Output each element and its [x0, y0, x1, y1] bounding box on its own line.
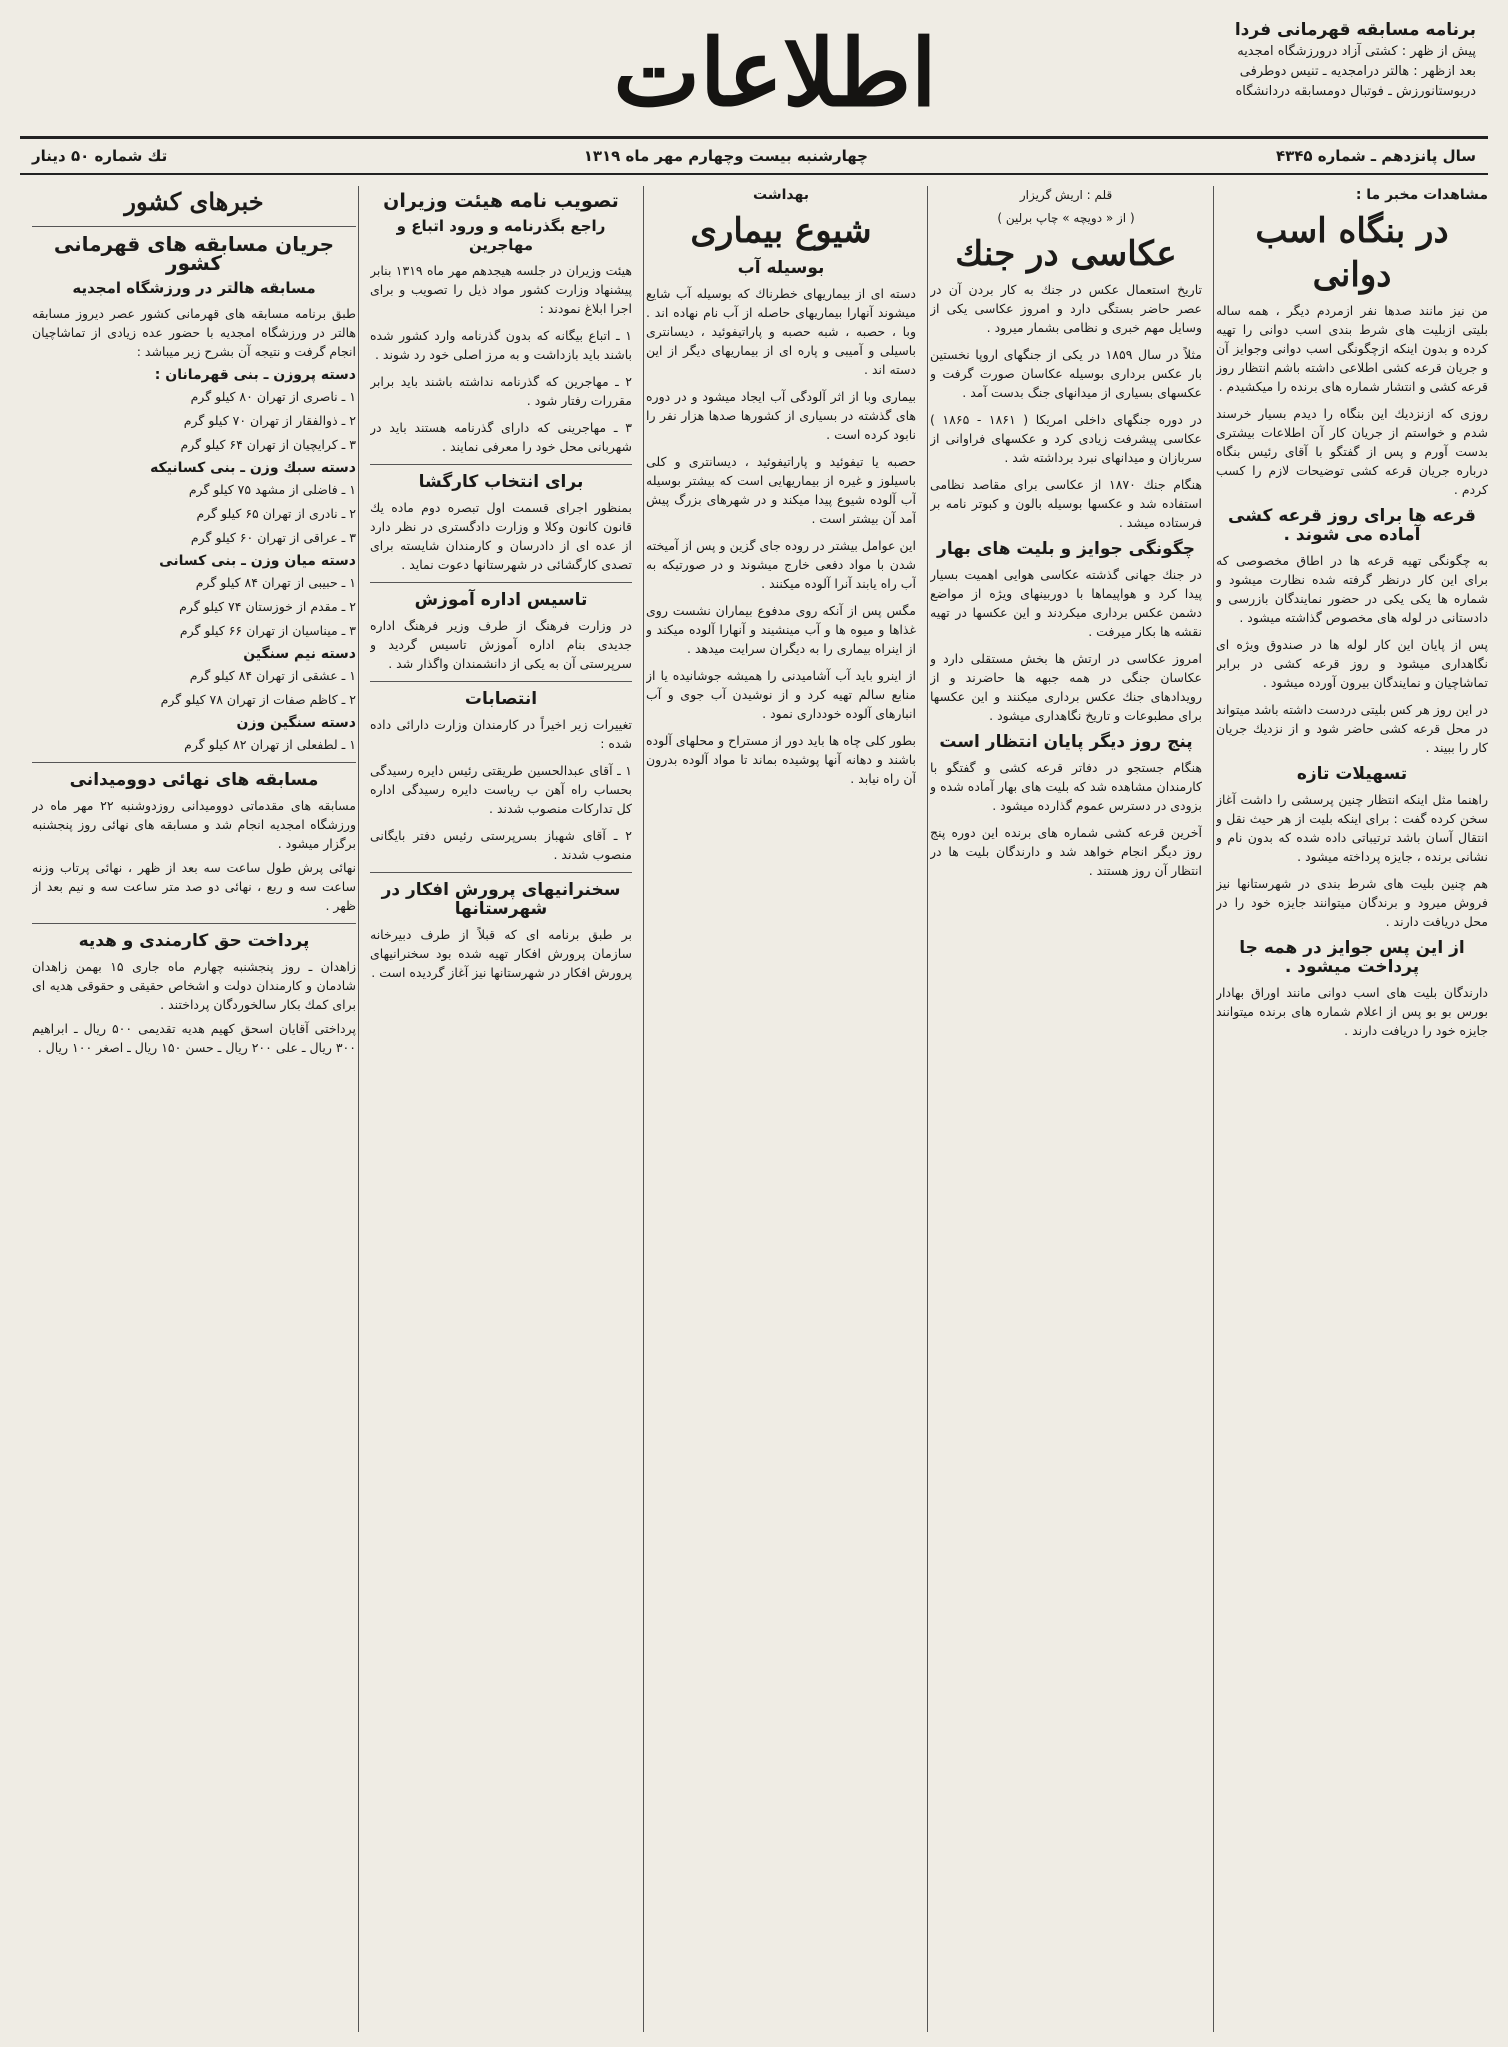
column-rule — [1213, 186, 1214, 2032]
paragraph: طبق برنامه مسابقه های قهرمانی کشور عصر دیروز مسابقه هالتر در ورزشگاه امجدیه با حضور عده زیادی از تماشاچیان انجام گرفت و نتیجه آن بشرح زیر میباشد : — [32, 306, 356, 359]
result-line: ۱ ـ حبیبی از تهران ۸۴ کیلو گرم — [195, 575, 356, 590]
paragraph: بر طبق برنامه ای که قبلاً از طرف دبیرخانه سازمان پرورش افکار تهیه شده بود سخنرانیهای پرورش افکار در شهرستانها نیز آغاز گردیده است . — [370, 927, 632, 980]
result-line: ۳ ـ کرایچیان از تهران ۶۴ کیلو گرم — [180, 437, 356, 452]
headline: شیوع بیماری — [690, 211, 872, 251]
subheadline: سخنرانیهای پرورش افکار در شهرستانها — [381, 880, 621, 919]
headline: تصویب نامه هیئت وزیران — [383, 190, 619, 212]
paragraph: دسته ای از بیماریهای خطرناك که بوسیله آب شایع میشوند آنهارا بیماریهای حاصله از آب نام نهاده اند . وبا ، حصبه ، شبه حصبه و پاراتیفوئید ، دیسانتری باسیلی و آمیبی و پاره ای از بیماریهای دیگر از این دسته اند . — [646, 286, 916, 377]
column-health — [646, 186, 916, 2032]
paragraph: در جنك جهانی گذشته عکاسی هوایی اهمیت بسیار پیدا کرد و هواپیماها با دوربینهای ویژه از مواضع دشمن عکس برداری میکردند و این عکسها در تهیه نقشه ها بکار میرفت . — [930, 567, 1202, 639]
result-line: ۳ ـ عراقی از تهران ۶۰ کیلو گرم — [190, 530, 356, 545]
paragraph: ۱ ـ آقای عبدالحسین طریقتی رئیس دایره رسیدگی بحساب راه آهن ب ریاست دایره رسیدگی اداره کل تدارکات منصوب شدند . — [370, 763, 632, 816]
result-line: ۱ ـ فاضلی از مشهد ۷۵ کیلو گرم — [188, 482, 356, 497]
divider — [370, 464, 632, 465]
result-line: ۱ ـ لطفعلی از تهران ۸۲ کیلو گرم — [184, 737, 356, 752]
paragraph: از اینرو باید آب آشامیدنی را همیشه جوشانیده یا از منابع سالم تهیه کرد و از نوشیدن آب جوی و آب انبارهای آلوده خودداری نمود . — [646, 668, 916, 721]
program-line: پیش از ظهر : کشتی آزاد درورزشگاه امجدیه — [1237, 44, 1476, 59]
paragraph: دارندگان بلیت های اسب دوانی مانند اوراق بهادار بورس بو بو پس از اعلام شماره های برنده میتوانند جایزه خود را دریافت دارند . — [1216, 985, 1488, 1038]
paragraph: حصبه یا تیفوئید و پاراتیفوئید ، دیسانتری و کلی باسیلوز و غیره از بیماریهایی است که بیشتر بوسیله آب آلوده شیوع پیدا میکند و در شهرهای بزرگ پیش آمد آن بیشتر است . — [646, 454, 916, 526]
program-line: دربوستانورزش ـ فوتبال دومسابقه دردانشگاه — [1235, 84, 1476, 99]
subheadline: تسهیلات تازه — [1296, 764, 1408, 784]
column-war-photography — [930, 186, 1202, 2032]
tomorrow-program-box — [1006, 20, 1476, 102]
subheadline: پنج روز دیگر پایان انتظار است — [939, 732, 1193, 752]
subheadline: چگونگی جوایز و بلیت های بهار — [937, 539, 1195, 559]
divider — [32, 762, 356, 763]
issue-number: سال پانزدهم ـ شماره ۴۳۴۵ — [1275, 147, 1476, 165]
subheadline: مسابقه های نهائی دوومیدانی — [69, 770, 319, 790]
column-rule — [643, 186, 644, 2032]
subheadline: برای انتخاب کارگشا — [418, 472, 584, 492]
paragraph: بیماری وبا از اثر آلودگی آب ایجاد میشود و در دوره های گذشته در بسیاری از کشورها صدها هزار نفر را نابود کرده است . — [646, 389, 916, 442]
subheadline: انتصابات — [464, 689, 538, 709]
section-kicker: بهداشت — [753, 187, 809, 203]
paragraph: من نیز مانند صدها نفر ازمردم دیگر ، همه ساله بلیتی ازبلیت های شرط بندی اسب دوانی را تهیه کرده و بدون اینکه ازچگونگی اسب دوانی وجوایز آن و جریان قرعه کشی اطلاعی داشته باشم انتظار روز قرعه کشی و انتشار شماره های برنده را میکشیدم . — [1216, 303, 1488, 394]
issue-price: تك شماره ۵۰ دینار — [32, 147, 168, 165]
masthead — [20, 14, 1488, 132]
kicker: مشاهدات مخبر ما : — [1355, 187, 1488, 203]
program-line: بعد ازظهر : هالتر درامجدیه ـ تنیس دوطرفی — [1239, 64, 1476, 79]
column-rule — [358, 186, 359, 2032]
paragraph: ۳ ـ مهاجرینی که دارای گذرنامه هستند باید در شهربانی محل خود را معرفی نمایند . — [370, 420, 632, 454]
paragraph: نهائی پرش طول ساعت سه بعد از ظهر ، نهائی پرتاب وزنه ساعت سه و ربع ، نهائی دو صد متر ساعت سه و نیم بعد از ظهر . — [32, 860, 356, 913]
column-rule — [927, 186, 928, 2032]
weight-class-title: دسته نیم سنگین — [243, 646, 356, 662]
headline: جریان مسابقه های قهرمانی کشور — [53, 232, 335, 275]
result-line: ۱ ـ عشقی از تهران ۸۴ کیلو گرم — [189, 668, 356, 683]
newspaper-logo: اطلاعات — [613, 19, 937, 127]
paragraph: در دوره جنگهای داخلی امریکا ( ۱۸۶۱ - ۱۸۶۵ ) عکاسی پیشرفت زیادی کرد و عکسهای فراوانی از سربازان و میدانهای نبرد برداشته شد . — [930, 412, 1202, 465]
paragraph: ۲ ـ مهاجرین که گذرنامه نداشته باشند باید برابر مقررات رفتار شود . — [370, 374, 632, 408]
subheadline: راجع بگذرنامه و ورود اتباع و مهاجرین — [396, 217, 606, 254]
paragraph: این عوامل بیشتر در روده جای گزین و پس از آمیخته شدن با مواد دفعی خارج میشوند و در صورتیکه به آب راه یابند آنرا آلوده میکنند . — [646, 538, 916, 591]
byline-source: ( از « دویچه » چاپ برلین ) — [997, 211, 1135, 225]
paragraph: تاریخ استعمال عکس در جنك به کار بردن آن در عصر حاضر بستگی دارد و امروز عکاسی یکی از وسایل مهم خبری و نظامی بشمار میرود . — [930, 282, 1202, 335]
subheadline: بوسیله آب — [737, 258, 825, 278]
result-line: ۲ ـ ذوالفقار از تهران ۷۰ کیلو گرم — [183, 413, 356, 428]
weight-class-title: دسته سنگین وزن — [236, 715, 356, 731]
result-line: ۱ ـ ناصری از تهران ۸۰ کیلو گرم — [190, 389, 356, 404]
paragraph: ۲ ـ آقای شهباز بسرپرستی رئیس دفتر بایگانی منصوب شدند . — [370, 828, 632, 862]
subheadline: از این پس جوایز در همه جا پرداخت میشود . — [1239, 938, 1465, 977]
subheadline: مسابقه هالتر در ورزشگاه امجدیه — [72, 279, 316, 297]
result-line: ۲ ـ نادری از تهران ۶۵ کیلو گرم — [196, 506, 356, 521]
program-title: برنامه مسابقه قهرمانی فردا — [1234, 20, 1476, 40]
paragraph: پس از پایان این کار لوله ها در صندوق ویژه ای نگاهداری میشود و روز قرعه کشی در برابر تماشاچیان و نمایندگان بیرون آورده میشود . — [1216, 637, 1488, 690]
paragraph: در وزارت فرهنگ از طرف وزیر فرهنگ اداره جدیدی بنام اداره آموزش تاسیس گردید و سرپرستی آن به یکی از دانشمندان واگذار شد . — [370, 618, 632, 671]
issue-date: چهارشنبه بیست وچهارم مهر ماه ۱۳۱۹ — [583, 147, 868, 165]
paragraph: هنگام جنك ۱۸۷۰ از عکاسی برای مقاصد نظامی استفاده شد و عکسها بوسیله بالون و کبوتر نامه بر فرستاده میشد . — [930, 477, 1202, 530]
divider — [370, 681, 632, 682]
headline: عکاسی در جنك — [955, 234, 1177, 274]
paragraph: به چگونگی تهیه قرعه ها در اطاق مخصوصی که برای این کار درنظر گرفته شده نظارت میشود و شماره ها یکی یکی در حضور نمایندگان بازرسی و دادستانی در لوله های مخصوص گذاشته میشود . — [1216, 553, 1488, 625]
paragraph: هیئت وزیران در جلسه هیجدهم مهر ماه ۱۳۱۹ بنابر پیشنهاد وزارت کشور مواد ذیل را تصویب و برای اجرا ابلاغ نمودند : — [370, 263, 632, 316]
weight-class-title: دسته میان وزن ـ بنی کسانی — [159, 553, 356, 569]
byline: قلم : اریش گریزار — [1019, 188, 1113, 202]
paragraph: بطور کلی چاه ها باید دور از مستراح و محلهای آلوده باشند و دهانه آنها پوشیده بماند تا مواد آلوده بدرون آن راه نیابد . — [646, 733, 916, 786]
paragraph: مسابقه های مقدماتی دوومیدانی روزدوشنبه ۲۲ مهر ماه در ورزشگاه امجدیه انجام شد و مسابقه های نهائی روز پنجشنبه برگزار میشود . — [32, 798, 356, 851]
subheadline: قرعه ها برای روز قرعه کشی آماده می شوند . — [1228, 506, 1476, 545]
paragraph: تغییرات زیر اخیراً در کارمندان وزارت دارائی داده شده : — [370, 717, 632, 751]
paragraph: مگس پس از آنکه روی مدفوع بیماران نشست روی غذاها و میوه ها و آب مینشیند و آنهارا آلوده میکند و از اینراه بیماری را به دیگران سرایت میدهد . — [646, 603, 916, 656]
column-country-news — [32, 186, 356, 2032]
section-title: خبرهای کشور — [124, 187, 264, 216]
paragraph: در این روز هر کس بلیتی دردست داشته باشد میتواند در محل قرعه کشی حاضر شود و از نزدیك جریان کار را ببیند . — [1216, 702, 1488, 755]
result-line: ۳ ـ میناسیان از تهران ۶۶ کیلو گرم — [179, 623, 356, 638]
dateline — [20, 136, 1488, 175]
column-horse-racing — [1216, 186, 1488, 2032]
divider — [370, 582, 632, 583]
paragraph: پرداختی آقایان اسحق کهیم هدیه تقدیمی ۵۰۰ ریال ـ ابراهیم ۳۰۰ ریال ـ علی ۲۰۰ ریال ـ حسن ۱۵۰ ریال ـ اصغر ۱۰۰ ریال . — [32, 1021, 356, 1055]
paragraph: هنگام جستجو در دفاتر قرعه کشی و گفتگو با کارمندان مشاهده شد که بلیت های بهار آماده شده و بزودی در دسترس عموم گذارده میشود . — [930, 760, 1202, 813]
paragraph: زاهدان ـ روز پنجشنبه چهارم ماه جاری ۱۵ بهمن زاهدان شادمان و کارمندان دولت و اشخاص حقیقی و حقوقی هدیه ای برای کمك بکار سالخوردگان پرداختند . — [32, 959, 356, 1012]
paragraph: مثلاً در سال ۱۸۵۹ در یکی از جنگهای اروپا نخستین بار عکس برداری بوسیله عکاسان صورت گرفت و عکسهای بسیاری از میدانهای جنگ بدست آمد . — [930, 347, 1202, 400]
paragraph: آخرین قرعه کشی شماره های برنده این دوره پنج روز دیگر انجام خواهد شد و دارندگان بلیت ها در انتظار آن روز هستند . — [930, 825, 1202, 878]
divider — [32, 226, 356, 227]
paragraph: امروز عکاسی در ارتش ها بخش مستقلی دارد و عکاسان جنگی در همه جبهه ها حاضرند و از رویدادهای جنك عکس برداری میکنند و این عکسها برای مطبوعات و تاریخ نگاهداری میشود . — [930, 651, 1202, 723]
paragraph: ۱ ـ اتباع بیگانه که بدون گذرنامه وارد کشور شده باشند باید بازداشت و به مرز اصلی خود رد شوند . — [370, 328, 632, 362]
headline: در بنگاه اسب دوانی — [1255, 211, 1449, 295]
weight-class-title: دسته سبك وزن ـ بنی کسانیکه — [150, 460, 356, 476]
paragraph: راهنما مثل اینکه انتظار چنین پرسشی را داشت آغاز سخن کرده گفت : برای اینکه بلیت از هر حیث نقل و انتقال آسان باشد ترتیباتی داده شده که بدون نام و نشانی برنده ، جایزه پرداخته میشود . — [1216, 792, 1488, 864]
subheadline: تاسیس اداره آموزش — [414, 590, 588, 610]
paragraph: هم چنین بلیت های شرط بندی در شهرستانها نیز فروش میرود و برندگان میتوانند جایزه خود را در محل دریافت دارند . — [1216, 876, 1488, 929]
divider — [370, 872, 632, 873]
result-line: ۲ ـ مقدم از خوزستان ۷۴ کیلو گرم — [179, 599, 356, 614]
column-cabinet-decree — [370, 186, 632, 2032]
result-line: ۲ ـ کاظم صفات از تهران ۷۸ کیلو گرم — [160, 692, 356, 707]
divider — [32, 923, 356, 924]
paragraph: بمنظور اجرای قسمت اول تبصره دوم ماده یك قانون کانون وکلا و وزارت دادگستری در نظر دارد از عده ای از دادرسان و کارمندان شایسته برای تصدی کارگشائی در شهرستانها دعوت نماید . — [370, 500, 632, 572]
paragraph: روزی که ازنزدیك این بنگاه را دیدم بسیار خرسند شدم و خواستم از جریان کار آن اطلاعات بیشتری بدست آورم و پس از گفتگو با آقای رئیس بنگاه درباره جریان قرعه کشی توضیحات لازم را کسب کردم . — [1216, 406, 1488, 497]
weight-class-title: دسته پروزن ـ بنی قهرمانان : — [154, 367, 356, 383]
subheadline: پرداخت حق کارمندی و هدیه — [78, 931, 310, 951]
